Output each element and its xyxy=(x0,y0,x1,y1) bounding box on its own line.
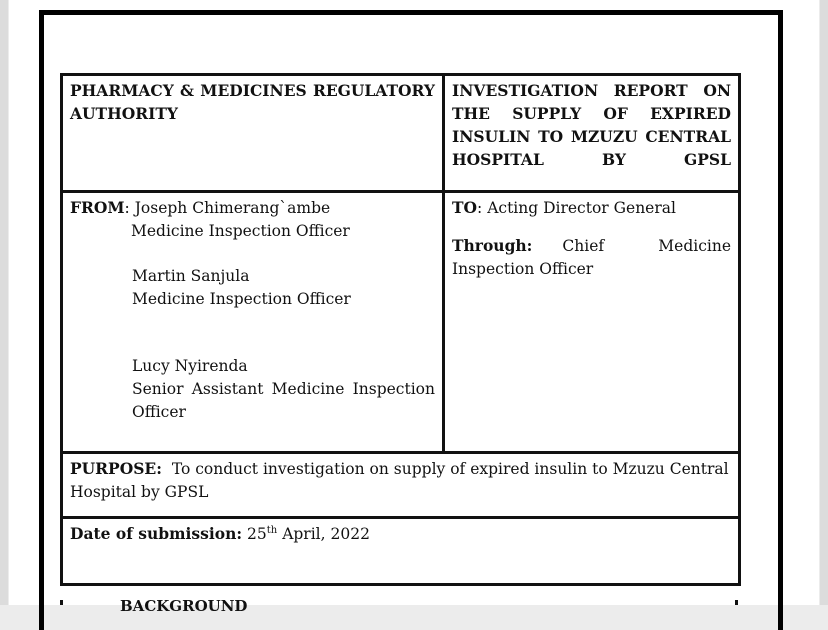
purpose-cell xyxy=(62,453,740,518)
sender-1: FROM: Joseph Chimerang`ambe xyxy=(70,198,331,217)
sender-2-name: Martin Sanjula xyxy=(132,267,250,285)
sender-3-title: Senior Assistant Medicine Inspection Officer xyxy=(132,380,435,421)
sender-1-name: Joseph Chimerang`ambe xyxy=(134,199,331,217)
report-title-cell xyxy=(444,75,740,192)
to-cell xyxy=(444,192,740,453)
recipient-name: Acting Director General xyxy=(487,199,676,217)
submission-row xyxy=(62,518,740,585)
purpose-label: PURPOSE: xyxy=(70,459,162,478)
viewer-gutter-right xyxy=(820,0,828,605)
from-cell xyxy=(62,192,444,453)
submission-day: 25 xyxy=(247,525,267,543)
sender-1-title: Medicine Inspection Officer xyxy=(131,222,350,240)
submission-month-year: April, 2022 xyxy=(282,525,370,543)
through-line xyxy=(452,234,731,281)
submission-day-suffix: th xyxy=(266,524,278,536)
organization-cell xyxy=(62,75,444,192)
through-recipient: Chief Medicine Inspection Officer xyxy=(452,237,731,278)
recipient: TO: Acting Director General xyxy=(452,198,676,217)
memo-header-table xyxy=(60,73,741,586)
report-title: INVESTIGATION REPORT ON THE SUPPLY OF EXPIRED INSULIN TO MZUZU CENTRAL HOSPITAL BY GPSL xyxy=(452,81,731,169)
sender-2-title: Medicine Inspection Officer xyxy=(132,290,351,308)
from-label: FROM xyxy=(70,198,125,217)
next-section-heading: BACKGROUND xyxy=(120,597,248,615)
through-label: Through: xyxy=(452,236,533,255)
viewer-gutter-left xyxy=(0,0,8,605)
sender-3-name: Lucy Nyirenda xyxy=(132,357,248,375)
from-to-row xyxy=(62,192,740,453)
submission-cell xyxy=(62,518,740,585)
to-label: TO xyxy=(452,198,478,217)
purpose-row xyxy=(62,453,740,518)
title-row xyxy=(62,75,740,192)
purpose-text: To conduct investigation on supply of expired insulin to Mzuzu Central Hospital by GPSL xyxy=(70,460,729,501)
organization-name: PHARMACY & MEDICINES REGULATORY AUTHORITY xyxy=(70,81,435,123)
submission-label: Date of submission: xyxy=(70,524,243,543)
